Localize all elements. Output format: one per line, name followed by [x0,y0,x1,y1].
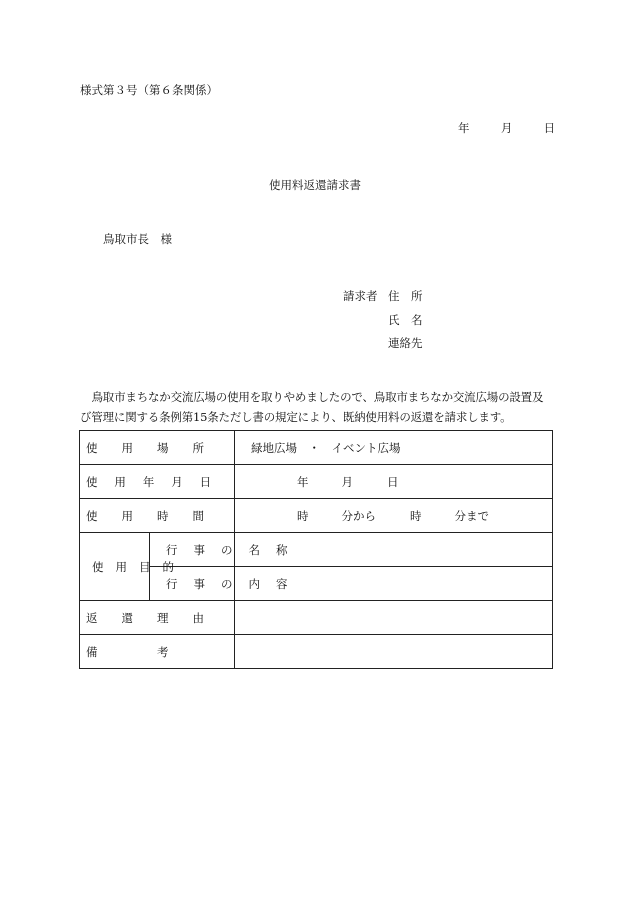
usage-date-day: 日 [387,474,399,489]
claimant-address-label: 住 所 [388,289,423,303]
table-row-remarks [80,635,553,669]
usage-date-month: 月 [341,474,353,489]
time-hour-to: 時 [410,508,422,523]
document-title: 使用料返還請求書 [269,178,361,192]
claimant-name-label: 氏 名 [388,313,423,327]
time-min-to: 分まで [454,508,489,523]
reason-label: 返 還 理 由 [86,610,204,625]
remarks-value[interactable] [235,635,553,669]
usage-date-year: 年 [297,474,309,489]
table-row-reason [80,601,553,635]
event-name-label: 行 事 の 名 称 [166,542,288,557]
date-label: 使 用 年 月 日 [86,474,212,489]
body-text: 鳥取市まちなか交流広場の使用を取りやめましたので、鳥取市まちなか交流広場の設置及び管理に関する条例第15条ただし書の規定により、既納使用料の返還を請求します。 [80,390,544,424]
time-min-from: 分から [341,508,376,523]
usage-time-value [235,508,552,524]
table-row-time [80,499,553,533]
remarks-label: 備 考 [86,644,169,659]
form-number: 様式第３号（第６条関係） [80,83,218,97]
place-value: 緑地広場 ・ イベント広場 [235,431,553,465]
addressee: 鳥取市長 様 [103,232,172,246]
time-label: 使 用 時 間 [86,508,204,523]
place-label: 使 用 場 所 [86,440,204,455]
table-row-date [80,465,553,499]
table-row-event-name [80,533,553,567]
table-row-place [80,431,553,465]
reason-value[interactable] [235,601,553,635]
time-hour-from: 時 [297,508,309,523]
usage-date-value [235,474,552,490]
claimant-label: 請求者 [343,289,378,303]
date-line [458,120,555,136]
purpose-label: 使 用 目 的 [92,559,174,574]
date-month: 月 [500,121,513,135]
date-day: 日 [543,121,556,135]
claimant-contact-label: 連絡先 [388,336,423,350]
date-year: 年 [458,121,470,135]
request-table [79,430,553,669]
event-content-label: 行 事 の 内 容 [166,576,288,591]
